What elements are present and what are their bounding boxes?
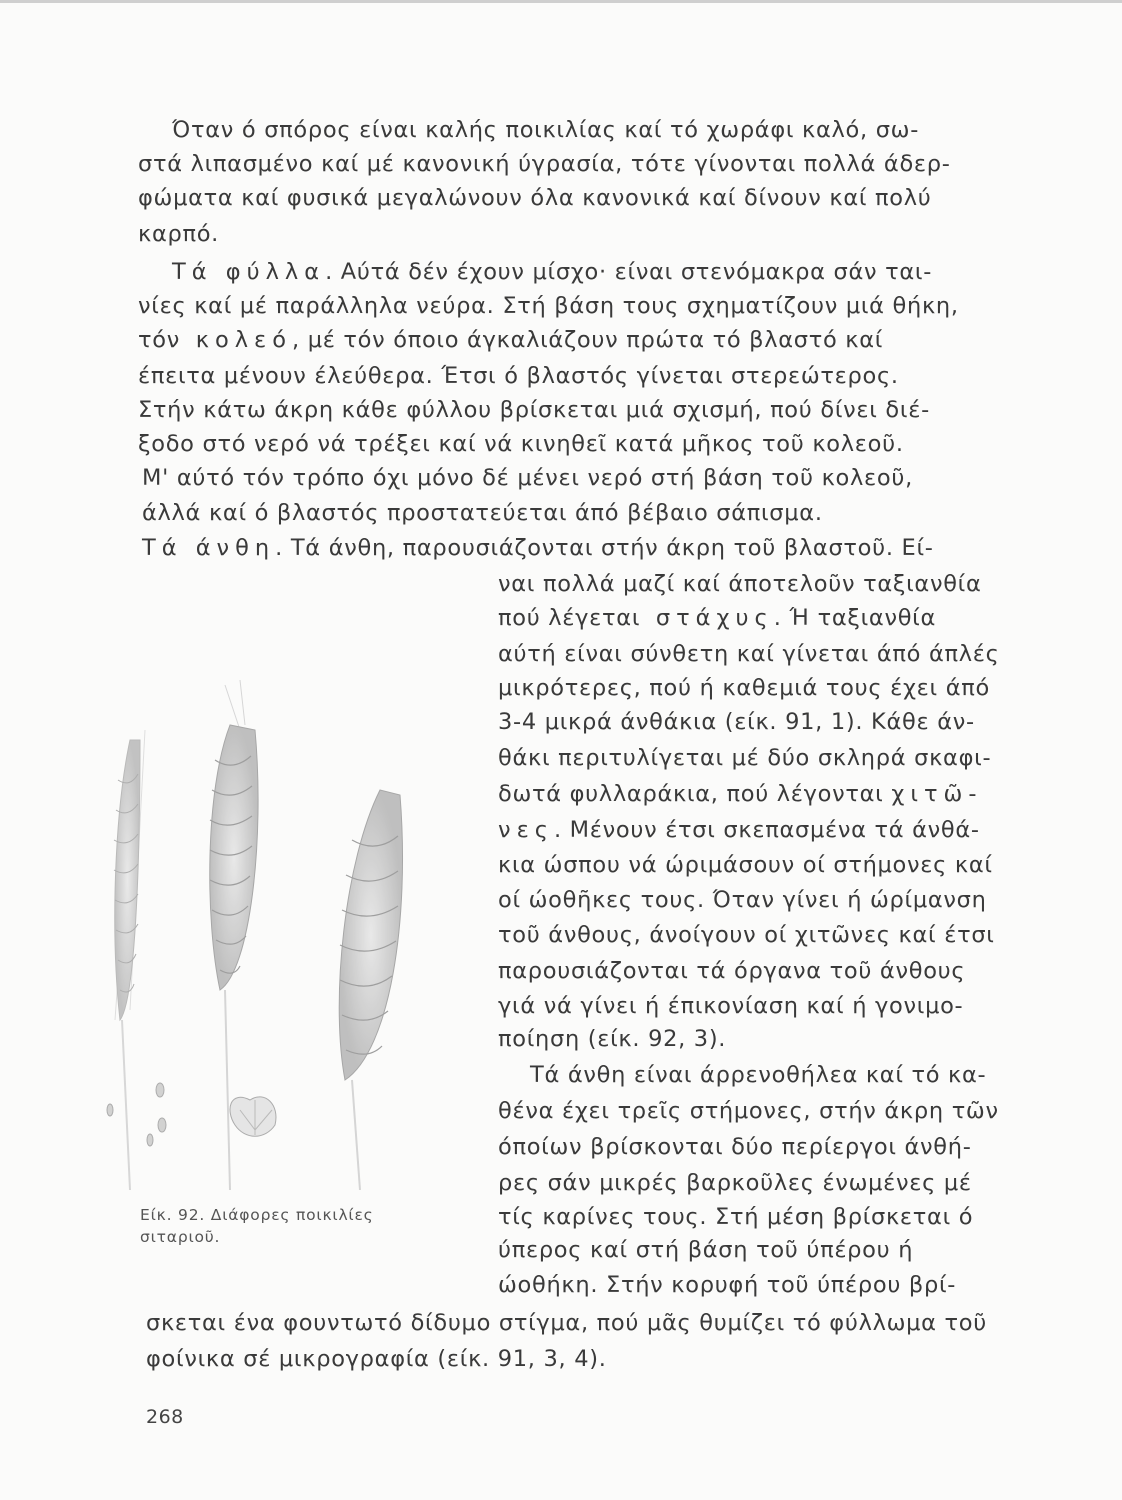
text-line: τόν κολεό, μέ τόν όποιο άγκαλιάζουν πρώτα τό βλαστό καί xyxy=(138,327,884,353)
text-line: φοίνικα σέ μικρογραφία (είκ. 91, 3, 4). xyxy=(146,1346,607,1372)
text-line: στά λιπασμένο καί μέ κανονική ύγρασία, τότε γίνονται πολλά άδερ- xyxy=(138,151,951,177)
grain xyxy=(107,1083,166,1146)
text-line: ρες σάν μικρές βαρκοῦλες ένωμένες μέ xyxy=(498,1170,972,1196)
text-line: φώματα καί φυσικά μεγαλώνουν όλα κανονικά καί δίνουν καί πολύ xyxy=(138,185,932,211)
term-koleos: κολεό xyxy=(195,327,292,353)
text-line: ποίηση (είκ. 92, 3). xyxy=(498,1026,727,1052)
text-line: θένα έχει τρεῖς στήμονες, στήν άκρη τῶν xyxy=(498,1098,999,1124)
text-line: οί ώοθῆκες τους. Όταν γίνει ή ώρίμανση xyxy=(498,887,987,913)
text-line: ναι πολλά μαζί καί άποτελοῦν ταξιανθία xyxy=(498,571,982,597)
text-line: ξοδο στό νερό νά τρέξει καί νά κινηθεῖ κατά μῆκος τοῦ κολεοῦ. xyxy=(138,431,904,457)
text-line: Τά άνθη είναι άρρενοθήλεα καί τό κα- xyxy=(530,1062,987,1088)
text-line: ώοθήκη. Στήν κορυφή τοῦ ύπέρου βρί- xyxy=(498,1272,957,1298)
text-line: νίες καί μέ παράλληλα νεύρα. Στή βάση τους σχηματίζουν μιά θήκη, xyxy=(138,293,959,319)
text-line: τοῦ άνθους, άνοίγουν οί χιτῶνες καί έτσι xyxy=(498,922,995,948)
text-line: σκεται ένα φουντωτό δίδυμο στίγμα, πού μᾶς θυμίζει τό φύλλωμα τοῦ xyxy=(146,1310,987,1336)
text-line: αύτή είναι σύνθετη καί γίνεται άπό άπλές xyxy=(498,641,1000,667)
term-chitones: χιτῶ- xyxy=(891,781,983,807)
text-line: κια ώσπου νά ώριμάσουν οί στήμονες καί xyxy=(498,852,993,878)
text-line: έπειτα μένουν έλεύθερα. Έτσι ό βλαστός γίνεται στερεώτερος. xyxy=(138,363,899,389)
page-top-edge xyxy=(0,0,1122,3)
text-line: θάκι περιτυλίγεται μέ δύο σκληρά σκαφι- xyxy=(498,745,992,771)
term-stachys: στάχυς xyxy=(655,605,774,631)
text-line: ύπερος καί στή βάση τοῦ ύπέρου ή xyxy=(498,1237,914,1263)
text-line: καρπό. xyxy=(138,221,220,247)
text-line: νες. Μένουν έτσι σκεπασμένα τά άνθά- xyxy=(498,817,980,843)
text-line: δωτά φυλλαράκια, πού λέγονται χιτῶ- xyxy=(498,781,983,807)
wheat-spike xyxy=(339,790,402,1190)
text-line: άλλά καί ό βλαστός προστατεύεται άπό βέβαιο σάπισμα. xyxy=(142,500,823,526)
term-chitones-end: νες xyxy=(498,817,554,843)
text-line: όποίων βρίσκονται δύο περίεργοι άνθή- xyxy=(498,1134,972,1160)
text-line: πού λέγεται στάχυς. Ή ταξιανθία xyxy=(498,605,937,631)
text-line: παρουσιάζονται τά όργανα τοῦ άνθους xyxy=(498,958,966,984)
text-line: γιά νά γίνει ή έπικονίαση καί ή γονιμο- xyxy=(498,993,964,1019)
text-line: Στήν κάτω άκρη κάθε φύλλου βρίσκεται μιά σχισμή, πού δίνει διέ- xyxy=(138,397,930,423)
figure-caption: Είκ. 92. Διάφορες ποικιλίες σιταριοῦ. xyxy=(140,1206,374,1246)
wheat-spike xyxy=(114,730,145,1190)
text-line: Τά φύλλα. Αύτά δέν έχουν μίσχο· είναι στενόμακρα σάν ται- xyxy=(172,259,933,285)
wheat-illustration xyxy=(90,670,490,1190)
section-heading-leaves: Τά φύλλα xyxy=(172,259,326,285)
text-line: τίς καρίνες τους. Στή μέση βρίσκεται ό xyxy=(498,1204,974,1230)
text-line: μικρότερες, πού ή καθεμιά τους έχει άπό xyxy=(498,675,990,701)
spikelet-detail xyxy=(230,1097,276,1136)
text-line: 3-4 μικρά άνθάκια (είκ. 91, 1). Κάθε άν- xyxy=(498,709,975,735)
section-heading-flowers: Τά άνθη xyxy=(142,535,276,561)
text-line: Τά άνθη. Τά άνθη, παρουσιάζονται στήν άκρη τοῦ βλαστοῦ. Εί- xyxy=(142,535,934,561)
text-line: Όταν ό σπόρος είναι καλής ποικιλίας καί τό χωράφι καλό, σω- xyxy=(172,117,920,143)
text-line: Μ' αύτό τόν τρόπο όχι μόνο δέ μένει νερό στή βάση τοῦ κολεοῦ, xyxy=(142,465,913,491)
page-number: 268 xyxy=(146,1406,184,1428)
